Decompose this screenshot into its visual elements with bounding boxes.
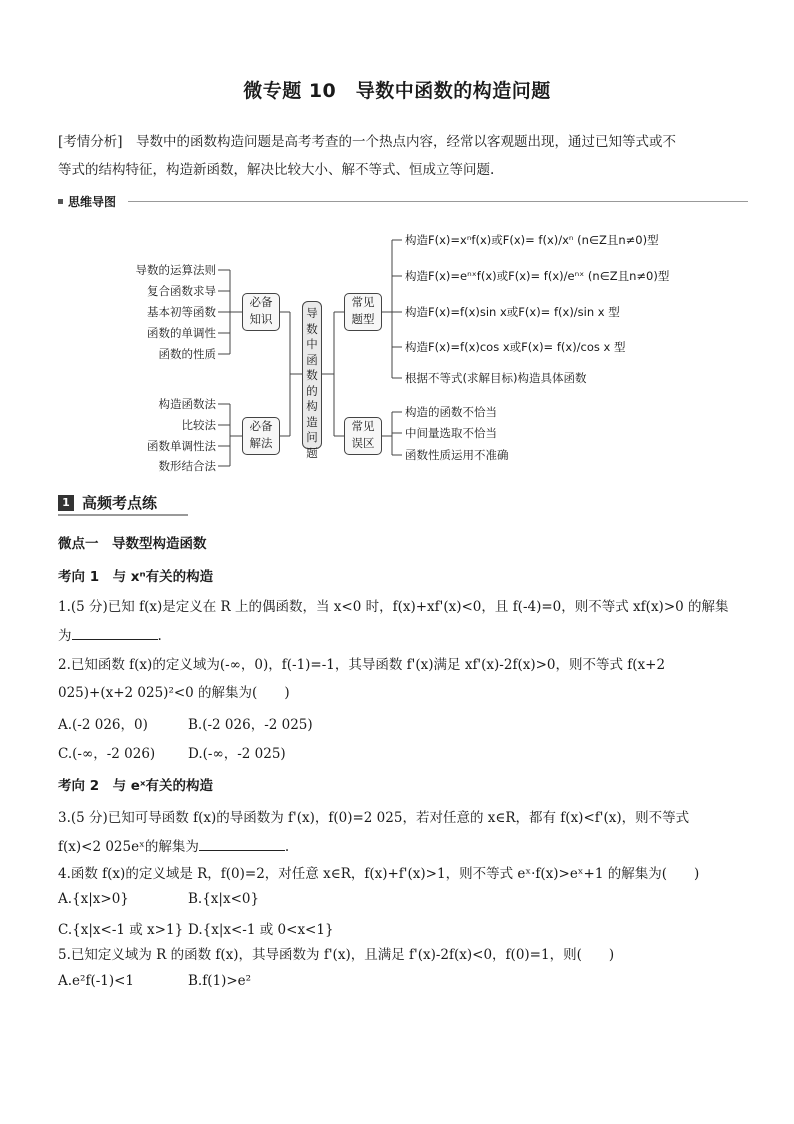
- answer-blank[interactable]: [199, 836, 285, 851]
- point-heading: 微点一 导数型构造函数: [58, 536, 207, 552]
- option-b[interactable]: B.f(1)>e²: [188, 973, 252, 989]
- option-c[interactable]: C.(-∞，-2 026): [58, 746, 156, 762]
- section-label: 高频考点练: [82, 494, 158, 512]
- mindmap-center-topic: 导数中函数的构造问题: [302, 301, 322, 449]
- question-3-line-2: f(x)<2 025eˣ的解集为 .: [58, 836, 758, 857]
- page-title: 微专题 10 导数中函数的构造问题: [243, 80, 551, 102]
- mindmap-left-item: 函数单调性法: [147, 439, 216, 453]
- mindmap-type-item: 构造F(x)=f(x)cos x或F(x)= f(x)/cos x 型: [405, 340, 626, 354]
- question-3-line-1: 3.(5 分)已知可导函数 f(x)的导函数为 f'(x)，f(0)=2 025，若对任意的 x∈R，都有 f(x)<f'(x)，则不等式: [58, 810, 690, 826]
- mindmap-box-errors: 常见误区: [344, 417, 382, 455]
- divider: [58, 514, 188, 516]
- analysis-line-2: 等式的结构特征，构造新函数，解决比较大小、解不等式、恒成立等问题.: [58, 162, 495, 178]
- question-1-line-2: 为 .: [58, 625, 758, 646]
- option-d[interactable]: D.(-∞，-2 025): [188, 746, 286, 762]
- question-4-line-1: 4.函数 f(x)的定义域是 R，f(0)=2，对任意 x∈R，f(x)+f'(x)>1，则不等式 eˣ·f(x)>eˣ+1 的解集为( ): [58, 866, 700, 882]
- option-b[interactable]: B.{x|x<0}: [188, 891, 260, 907]
- question-1-prefix: 为: [58, 628, 72, 644]
- mindmap-error-item: 函数性质运用不准确: [405, 448, 509, 462]
- mindmap-left-item: 函数的性质: [158, 347, 216, 361]
- direction-heading: 考向 2 与 eˣ有关的构造: [58, 778, 214, 794]
- mindmap-type-item: 构造F(x)=eⁿˣf(x)或F(x)= f(x)/eⁿˣ (n∈Z且n≠0)型: [405, 269, 670, 283]
- option-c[interactable]: C.{x|x<-1 或 x>1}: [58, 922, 184, 938]
- mindmap-section-label: 思维导图: [68, 195, 117, 209]
- mindmap-left-item: 构造函数法: [158, 397, 216, 411]
- option-b[interactable]: B.(-2 026，-2 025): [188, 717, 313, 733]
- mindmap-left-item: 函数的单调性: [147, 326, 216, 340]
- mindmap-type-item: 构造F(x)=f(x)sin x或F(x)= f(x)/sin x 型: [405, 305, 620, 319]
- mindmap-left-item: 比较法: [181, 418, 216, 432]
- answer-blank[interactable]: [72, 625, 158, 640]
- mindmap-left-item: 数形结合法: [158, 459, 216, 473]
- analysis-line-1: [考情分析] 导数中的函数构造问题是高考考查的一个热点内容，经常以客观题出现，通过已知等式或不: [58, 134, 677, 150]
- mindmap-error-item: 构造的函数不恰当: [405, 405, 497, 419]
- mindmap-left-item: 基本初等函数: [147, 305, 216, 319]
- mindmap-box-knowledge: 必备知识: [242, 293, 280, 331]
- option-a[interactable]: A.(-2 026，0): [58, 717, 148, 733]
- mindmap-error-item: 中间量选取不恰当: [405, 426, 497, 440]
- question-2-line-2: 025)+(x+2 025)²<0 的解集为( ): [58, 685, 290, 701]
- number-badge-icon: 1: [58, 495, 74, 511]
- option-a[interactable]: A.e²f(-1)<1: [58, 973, 135, 989]
- mindmap-type-item: 构造F(x)=xⁿf(x)或F(x)= f(x)/xⁿ (n∈Z且n≠0)型: [405, 233, 659, 247]
- question-2-line-1: 2.已知函数 f(x)的定义域为(-∞，0)，f(-1)=-1，其导函数 f'(x)满足 xf'(x)-2f(x)>0，则不等式 f(x+2: [58, 657, 666, 673]
- option-d[interactable]: D.{x|x<-1 或 0<x<1}: [188, 922, 334, 938]
- mindmap-left-item: 导数的运算法则: [135, 263, 216, 277]
- question-1-line-1: 1.(5 分)已知 f(x)是定义在 R 上的偶函数，当 x<0 时，f(x)+xf'(x)<0，且 f(-4)=0，则不等式 xf(x)>0 的解集: [58, 599, 729, 615]
- section-header-practice: [58, 492, 198, 518]
- mindmap-box-method: 必备解法: [242, 417, 280, 455]
- option-a[interactable]: A.{x|x>0}: [58, 891, 129, 907]
- direction-heading: 考向 1 与 xⁿ有关的构造: [58, 569, 214, 585]
- mindmap-type-item: 根据不等式(求解目标)构造具体函数: [405, 371, 587, 385]
- question-3-prefix: f(x)<2 025eˣ的解集为: [58, 839, 199, 855]
- question-5-line-1: 5.已知定义域为 R 的函数 f(x)，其导函数为 f'(x)，且满足 f'(x)-2f(x)<0，f(0)=1，则( ): [58, 947, 615, 963]
- mindmap-left-item: 复合函数求导: [147, 284, 216, 298]
- mindmap-box-types: 常见题型: [344, 293, 382, 331]
